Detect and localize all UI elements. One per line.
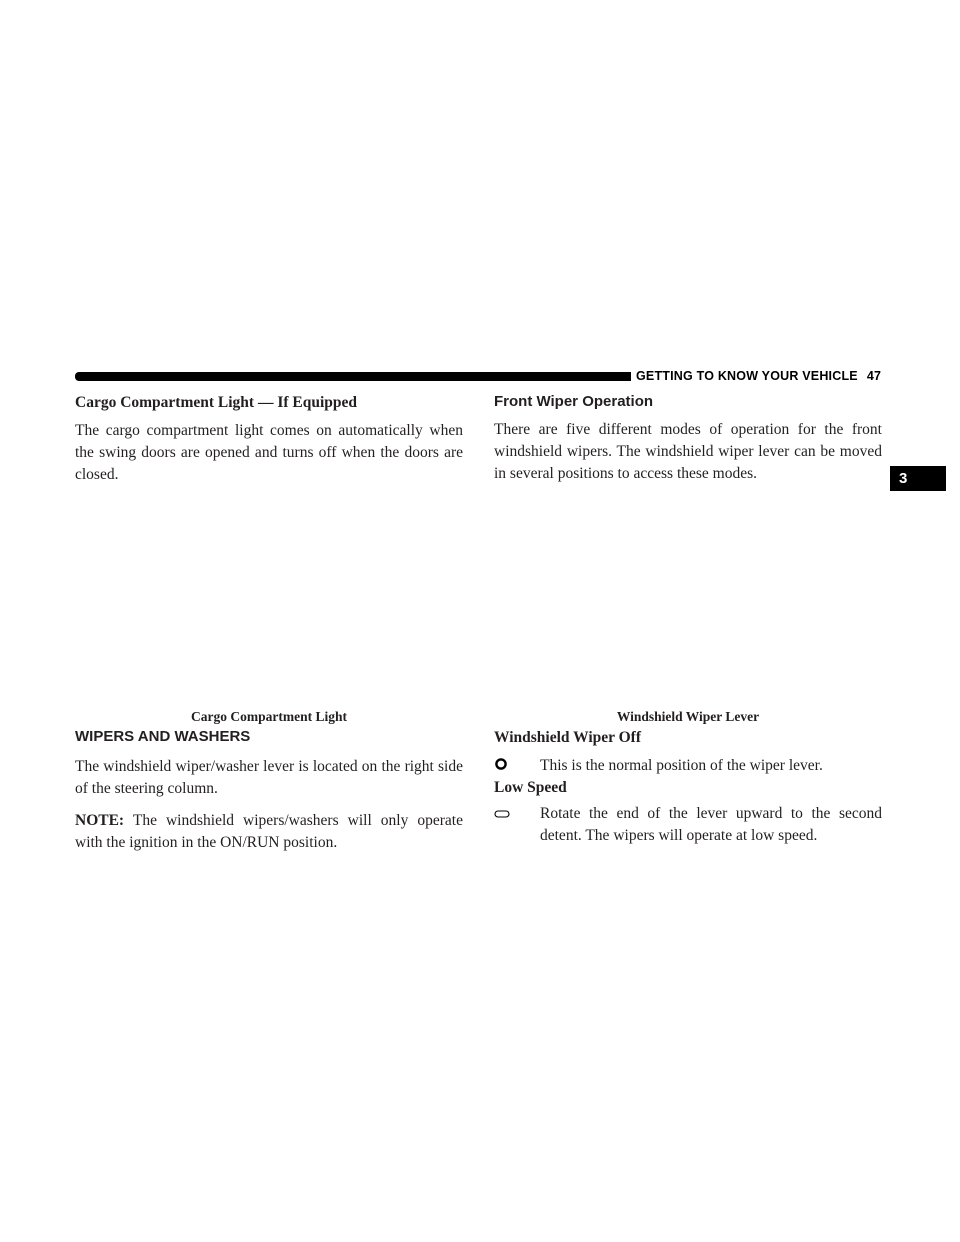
- front-wiper-section: [494, 393, 882, 485]
- cargo-light-section: [75, 394, 463, 486]
- note-paragraph: [75, 810, 463, 854]
- wiper-off-heading: Windshield Wiper Off: [494, 729, 642, 746]
- wiper-off-icon: [494, 757, 508, 776]
- cargo-light-heading: Cargo Compartment Light — If Equipped: [75, 394, 358, 411]
- wiper-off-row: [494, 755, 882, 777]
- cargo-light-caption: Cargo Compartment Light: [191, 709, 347, 724]
- wipers-washers-section: [75, 728, 463, 854]
- low-speed-row: [494, 803, 882, 847]
- running-header: [636, 369, 881, 383]
- low-speed-heading-wrap: [494, 779, 882, 797]
- note-label: NOTE:: [75, 812, 125, 829]
- header-rule: [75, 372, 631, 381]
- wiper-lever-caption: Windshield Wiper Lever: [616, 709, 760, 724]
- section-title: GETTING TO KNOW YOUR VEHICLE: [636, 369, 858, 383]
- front-wiper-heading: Front Wiper Operation: [494, 393, 654, 410]
- page-number: 47: [866, 369, 882, 383]
- low-speed-text: Rotate the end of the lever upward to the second detent. The wipers will operate at low speed.: [540, 805, 882, 844]
- chapter-tab: 3: [890, 466, 946, 491]
- wiper-low-speed-icon: [494, 806, 510, 824]
- front-wiper-text: There are five different modes of operation for the front windshield wipers. The windshield wiper lever can be moved in several positions to access these modes.: [494, 421, 882, 482]
- wipers-washers-text: The windshield wiper/washer lever is located on the right side of the steering column.: [75, 758, 463, 797]
- wiper-off-heading-wrap: [494, 729, 882, 747]
- note-text: The windshield wipers/washers will only operate with the ignition in the ON/RUN position.: [75, 812, 463, 851]
- wipers-washers-heading: WIPERS AND WASHERS: [75, 728, 251, 745]
- low-speed-heading: Low Speed: [494, 779, 567, 796]
- cargo-light-text: The cargo compartment light comes on automatically when the swing doors are opened and turns off when the doors are closed.: [75, 422, 463, 483]
- wiper-off-text: This is the normal position of the wiper lever.: [540, 757, 823, 774]
